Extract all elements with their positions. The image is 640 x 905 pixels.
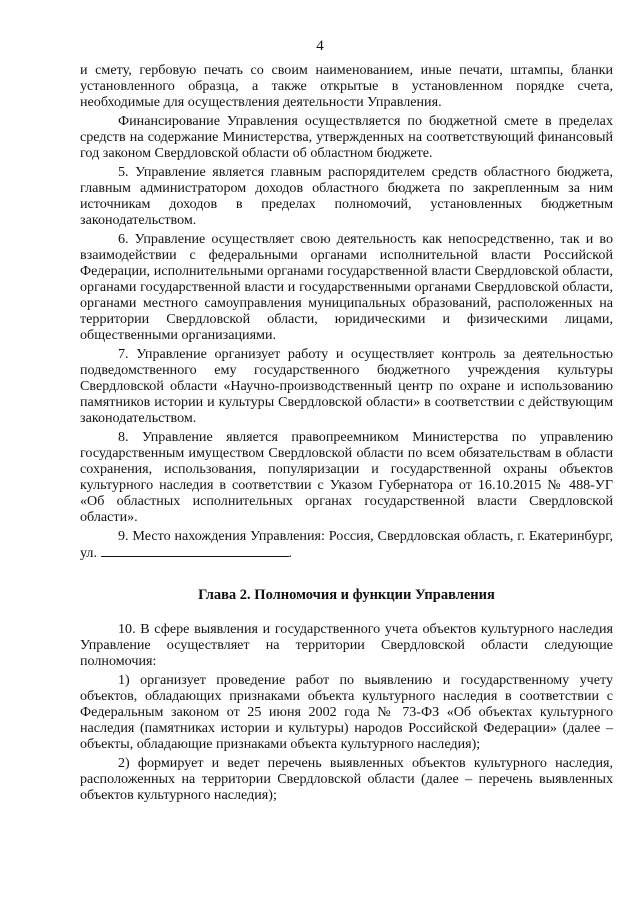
paragraph-item-5: 5. Управление является главным распорядителем средств областного бюджета, главным администратором доходов областного бюджета по закрепленным за ним источникам доходов в пределах полномочий, установленных бюджетным законодательством. xyxy=(80,164,613,228)
paragraph-item-9 xyxy=(80,528,613,561)
paragraph-item-8: 8. Управление является правопреемником Министерства по управлению государственным имуществом Свердловской области по всем обязательствам в области сохранения, использования, популяризации и государственной охраны объектов культурного наследия в соответствии с Указом Губернатора от 16.10.2015 № 488-УГ «Об областных исполнительных органах государственной власти Свердловской области». xyxy=(80,429,613,525)
paragraph-item-6: 6. Управление осуществляет свою деятельность как непосредственно, так и во взаимодействии с федеральными органами исполнительной власти Российской Федерации, исполнительными органами государственной власти Свердловской области, органами государственной власти и государственными органами Свердловской области, органами местного самоуправления муниципальных образований, расположенных на территории Свердловской области, юридическими и физическими лицами, общественными организациями. xyxy=(80,231,613,343)
paragraph-item-7: 7. Управление организует работу и осуществляет контроль за деятельностью подведомственного ему государственного бюджетного учреждения культуры Свердловской области «Научно-производственный центр по охране и использованию памятников истории и культуры Свердловской области» в соответствии с действующим законодательством. xyxy=(80,346,613,426)
location-text: 9. Место нахождения Управления: Россия, Свердловская область, г. Екатеринбург, ул. xyxy=(80,528,613,561)
paragraph-item-10: 10. В сфере выявления и государственного учета объектов культурного наследия Управление осуществляет на территории Свердловской области следующие полномочия: xyxy=(80,621,613,669)
paragraph-subitem-2: 2) формирует и ведет перечень выявленных объектов культурного наследия, расположенных на территории Свердловской области (далее – перечень выявленных объектов культурного наследия); xyxy=(80,755,613,803)
paragraph-continuation: и смету, гербовую печать со своим наименованием, иные печати, штампы, бланки установленного образца, а также открытые в установленном порядке счета, необходимые для осуществления деятельности Управления. xyxy=(80,62,613,110)
paragraph-subitem-1: 1) организует проведение работ по выявлению и государственному учету объектов, обладающих признаками объекта культурного наследия в соответствии с Федеральным законом от 25 июня 2002 года № 73-ФЗ «Об объектах культурного наследия (памятниках истории и культуры) народов Российской Федерации» (далее – объекты, обладающие признаками объекта культурного наследия); xyxy=(80,672,613,752)
location-end: . xyxy=(288,545,293,561)
paragraph-financing: Финансирование Управления осуществляется по бюджетной смете в пределах средств на содержание Министерства, утвержденных на соответствующий финансовый год законом Свердловской области об областном бюджете. xyxy=(80,113,613,161)
page-number: 4 xyxy=(316,38,324,54)
street-blank-line xyxy=(101,544,289,557)
chapter-heading: Глава 2. Полномочия и функции Управления xyxy=(198,587,495,603)
document-body xyxy=(80,62,613,803)
